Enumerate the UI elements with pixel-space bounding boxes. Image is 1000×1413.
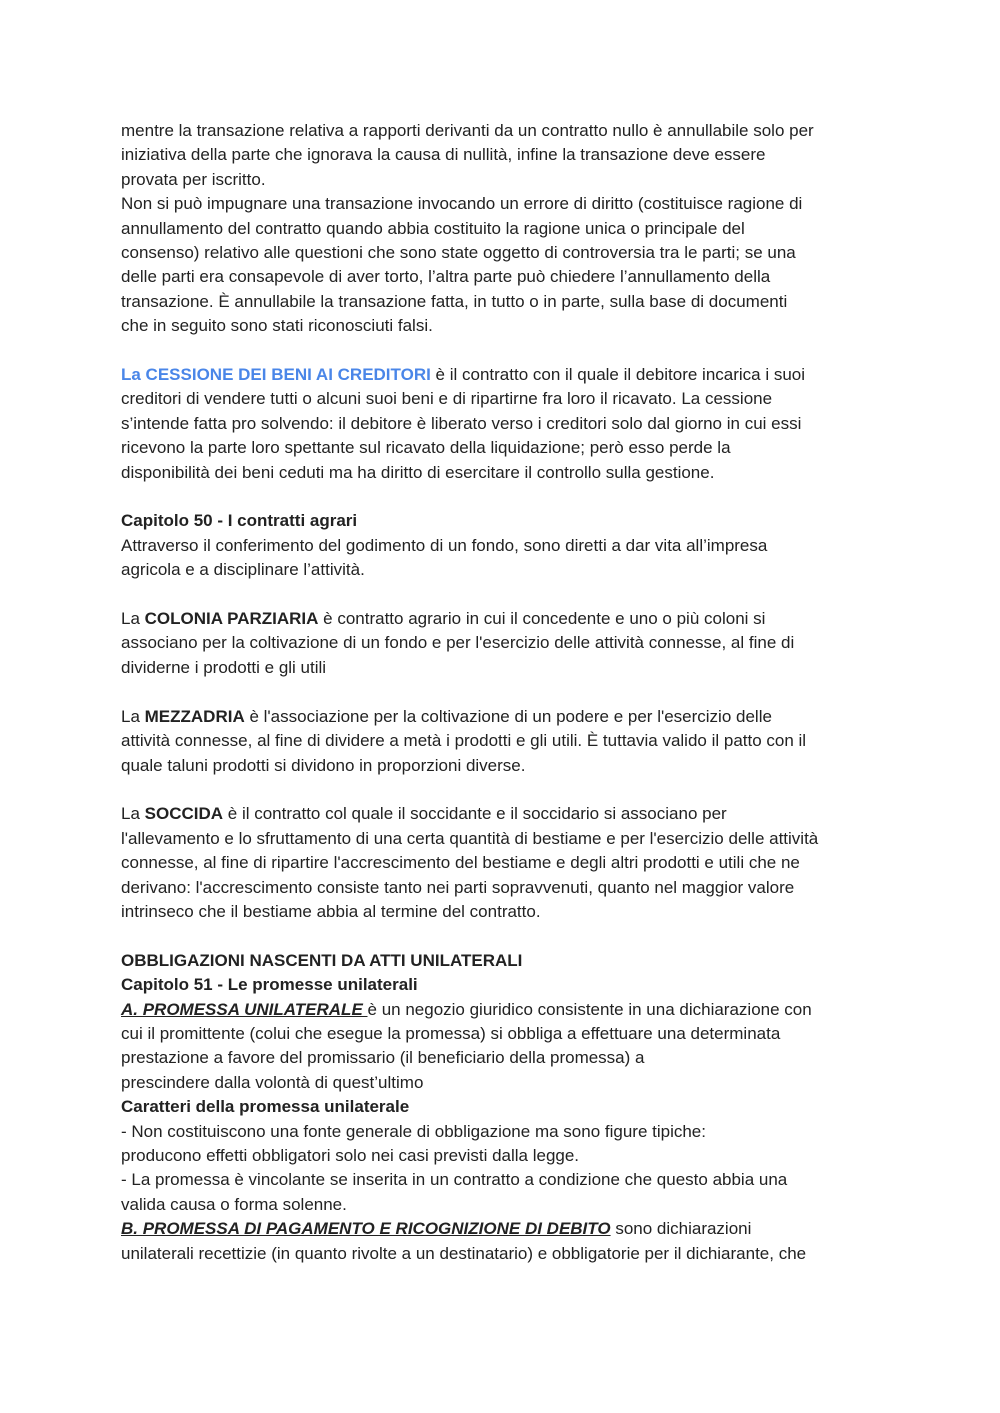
- term-promessa-unilaterale: A. PROMESSA UNILATERALE: [121, 999, 368, 1019]
- text-line: delle parti era consapevole di aver torto, l’altra parte può chiedere l’annullamento della: [121, 267, 771, 287]
- text-line: derivano: l'accrescimento consiste tanto nei parti sopravvenuti, quanto nel maggior valore: [121, 877, 795, 897]
- text-run: è il contratto con il quale il debitore incarica i suoi: [430, 365, 806, 385]
- paragraph-mezzadria: [121, 705, 891, 778]
- paragraph-spacer: [121, 583, 891, 607]
- text-run: è un negozio giuridico consistente in una dichiarazione con: [367, 999, 812, 1019]
- text-line: [121, 705, 891, 729]
- text-run: è il contratto col quale il soccidante e il soccidario si associano per: [223, 804, 727, 824]
- term-promessa-pagamento: B. PROMESSA DI PAGAMENTO E RICOGNIZIONE DI DEBITO: [121, 1219, 611, 1239]
- text-line: intrinseco che il bestiame abbia al termine del contratto.: [121, 901, 541, 921]
- text-line: creditori di vendere tutti o alcuni suoi beni e di ripartirne fra loro il ricavato. La cessione: [121, 389, 773, 409]
- text-run: La: [121, 609, 145, 629]
- text-line: prestazione a favore del promissario (il beneficiario della promessa) a: [121, 1048, 645, 1068]
- text-run: è l'associazione per la coltivazione di un podere e per l'esercizio delle: [244, 706, 772, 726]
- text-line: consenso) relativo alle questioni che sono state oggetto di controversia tra le parti; se una: [121, 243, 796, 263]
- paragraph-spacer: [121, 680, 891, 704]
- text-line: s’intende fatta pro solvendo: il debitore è liberato verso i creditori solo dal giorno in cui essi: [121, 413, 802, 433]
- chapter-title: Capitolo 51 - Le promesse unilaterali: [121, 975, 418, 995]
- text-run: La: [121, 804, 145, 824]
- paragraph-spacer: [121, 924, 891, 948]
- text-line: associano per la coltivazione di un fondo e per l'esercizio delle attività connesse, al fine di: [121, 633, 795, 653]
- text-line: prescindere dalla volontà di quest’ultimo: [121, 1072, 424, 1092]
- text-line: quale taluni prodotti si dividono in proporzioni diverse.: [121, 755, 526, 775]
- subsection-title: Caratteri della promessa unilaterale: [121, 1097, 410, 1117]
- paragraph-transazione-nullita: [121, 119, 891, 192]
- section-obbligazioni-unilaterali: [121, 949, 891, 1266]
- paragraph-cessione-beni: [121, 363, 891, 485]
- text-line: l'allevamento e lo sfruttamento di una certa quantità di bestiame e per l'esercizio delle attività: [121, 828, 819, 848]
- text-line: [121, 607, 891, 631]
- term-colonia-parziaria: COLONIA PARZIARIA: [144, 609, 319, 629]
- text-run: La: [121, 706, 145, 726]
- paragraph-errore-diritto: [121, 192, 891, 338]
- section-title: OBBLIGAZIONI NASCENTI DA ATTI UNILATERALI: [121, 950, 523, 970]
- document-page: [121, 119, 891, 1266]
- text-line: mentre la transazione relativa a rapporti derivanti da un contratto nullo è annullabile solo per: [121, 121, 814, 140]
- text-line: valida causa o forma solenne.: [121, 1194, 347, 1214]
- chapter-title: Capitolo 50 - I contratti agrari: [121, 511, 358, 531]
- text-line: che in seguito sono stati riconosciuti falsi.: [121, 316, 433, 336]
- section-capitolo-50: [121, 509, 891, 582]
- text-line: [121, 1217, 891, 1241]
- text-line: iniziativa della parte che ignorava la causa di nullità, infine la transazione deve essere: [121, 145, 766, 165]
- text-line: Non si può impugnare una transazione invocando un errore di diritto (costituisce ragione di: [121, 194, 803, 214]
- paragraph-soccida: [121, 802, 891, 924]
- cessione-heading: La CESSIONE DEI BENI AI CREDITORI: [121, 365, 431, 385]
- text-line: connesse, al fine di ripartire l'accrescimento del bestiame e degli altri prodotti e utili che ne: [121, 853, 800, 873]
- term-mezzadria: MEZZADRIA: [144, 706, 245, 726]
- paragraph-spacer: [121, 339, 891, 363]
- text-line: transazione. È annullabile la transazione fatta, in tutto o in parte, sulla base di documenti: [121, 291, 788, 311]
- paragraph-colonia-parziaria: [121, 607, 891, 680]
- text-line: [121, 802, 891, 826]
- text-line: [121, 998, 891, 1022]
- text-line: dividerne i prodotti e gli utili: [121, 657, 327, 677]
- text-line: [121, 363, 891, 387]
- text-line: ricevono la parte loro spettante sul ricavato della liquidazione; però esso perde la: [121, 438, 731, 458]
- text-run: sono dichiarazioni: [610, 1219, 752, 1239]
- text-line: provata per iscritto.: [121, 169, 266, 189]
- paragraph-spacer: [121, 485, 891, 509]
- text-line: producono effetti obbligatori solo nei casi previsti dalla legge.: [121, 1145, 580, 1165]
- term-soccida: SOCCIDA: [144, 804, 224, 824]
- paragraph-spacer: [121, 778, 891, 802]
- text-line: - La promessa è vincolante se inserita in un contratto a condizione che questo abbia una: [121, 1170, 788, 1190]
- text-line: disponibilità dei beni ceduti ma ha diritto di esercitare il controllo sulla gestione.: [121, 462, 715, 482]
- text-line: unilaterali recettizie (in quanto rivolte a un destinatario) e obbligatorie per il dichiarante, che: [121, 1243, 807, 1263]
- text-line: attività connesse, al fine di dividere a metà i prodotti e gli utili. È tuttavia valido il patto con il: [121, 731, 807, 751]
- text-line: annullamento del contratto quando abbia costituito la ragione unica o principale del: [121, 218, 745, 238]
- text-run: è contratto agrario in cui il concedente e uno o più coloni si: [318, 609, 766, 629]
- text-line: - Non costituiscono una fonte generale di obbligazione ma sono figure tipiche:: [121, 1121, 706, 1141]
- text-line: cui il promittente (colui che esegue la promessa) si obbliga a effettuare una determinata: [121, 1023, 781, 1043]
- text-line: Attraverso il conferimento del godimento di un fondo, sono diretti a dar vita all’impresa: [121, 535, 768, 555]
- text-line: agricola e a disciplinare l’attività.: [121, 560, 365, 580]
